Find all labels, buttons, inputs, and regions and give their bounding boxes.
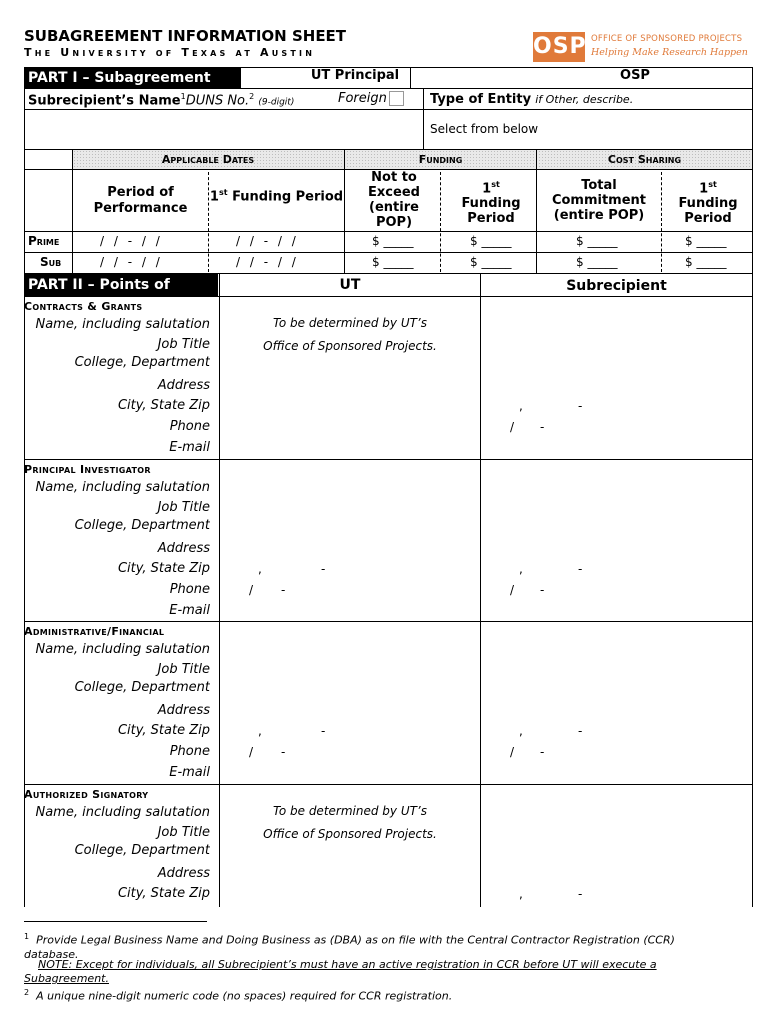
tbd-text-line2: Office of Sponsored Projects. (263, 339, 437, 353)
cost-sharing-header: Cost Sharing (607, 153, 682, 166)
part2-title: PART II – Points of (28, 277, 170, 293)
prime-f1-field[interactable]: $ _____ (470, 234, 512, 248)
city-state-comma: , (519, 562, 523, 576)
ut-field-value[interactable] (222, 439, 477, 457)
field-label: City, State Zip (117, 398, 210, 413)
phone-slash: / (510, 745, 515, 759)
field-label: Name, including salutation (35, 805, 210, 820)
sub-field-value[interactable] (483, 679, 749, 697)
sub-field-value[interactable] (483, 804, 749, 822)
prime-c1-field[interactable]: $ _____ (685, 234, 727, 248)
city-state-comma: , (258, 724, 262, 738)
field-label: Phone (169, 744, 210, 759)
prime-nte-field[interactable]: $ _____ (372, 234, 414, 248)
ut-field-value[interactable] (222, 517, 477, 535)
sub-field-value[interactable] (483, 377, 749, 395)
field-label: Job Title (157, 825, 210, 840)
zip-hyphen: - (578, 887, 583, 901)
ut-field-value[interactable] (222, 540, 477, 558)
city-state-comma: , (258, 562, 262, 576)
cost-first-header: 1st Funding Period (678, 180, 738, 227)
prime-row-label: Prime (28, 234, 60, 248)
osp-logo-line1: OFFICE OF SPONSORED PROJECTS (591, 34, 743, 44)
ut-field-value[interactable] (222, 354, 477, 372)
field-label: Address (157, 541, 210, 556)
sub-f1-field[interactable]: $ _____ (470, 255, 512, 269)
field-label: Job Title (157, 662, 210, 677)
tbd-text-line1: To be determined by UT’s (273, 804, 427, 818)
tbd-text-line2: Office of Sponsored Projects. (263, 827, 437, 841)
ut-pi-label: UT Principal (310, 68, 400, 83)
sub-field-value[interactable] (483, 602, 749, 620)
type-of-entity-label: Type of Entity if Other, describe. (430, 92, 634, 107)
subrecipient-name-field[interactable] (28, 112, 418, 146)
osp-label: OSP (620, 68, 650, 83)
ut-field-value[interactable] (222, 702, 477, 720)
ut-field-value[interactable] (222, 764, 477, 782)
phone-hyphen: - (281, 583, 286, 597)
sub-field-value[interactable] (483, 560, 749, 578)
sub-field-value[interactable] (483, 661, 749, 679)
ut-field-value[interactable] (222, 479, 477, 497)
field-label: E-mail (169, 765, 210, 780)
sub-field-value[interactable] (483, 336, 749, 354)
phone-slash: / (510, 583, 515, 597)
sub-field-value[interactable] (483, 842, 749, 860)
sub-field-value[interactable] (483, 479, 749, 497)
field-label: Name, including salutation (35, 642, 210, 657)
city-state-comma: , (519, 887, 523, 901)
phone-slash: / (249, 745, 254, 759)
ut-field-value[interactable] (222, 499, 477, 517)
phone-slash: / (510, 420, 515, 434)
applicable-dates-header: Applicable Dates (161, 153, 255, 166)
city-state-comma: , (519, 399, 523, 413)
field-label: College, Department (74, 355, 210, 370)
field-label: E-mail (169, 603, 210, 618)
phone-slash: / (249, 583, 254, 597)
ut-field-value[interactable] (222, 602, 477, 620)
pop-header: Period of Performance (93, 185, 188, 216)
city-state-comma: , (519, 724, 523, 738)
zip-hyphen: - (321, 724, 326, 738)
tbd-text-line1: To be determined by UT’s (273, 316, 427, 330)
section-heading: Administrative/Financial (24, 625, 165, 638)
ut-field-value[interactable] (222, 641, 477, 659)
field-label: E-mail (169, 440, 210, 455)
part1-title: PART I – Subagreement (28, 70, 211, 86)
sub-field-value[interactable] (483, 316, 749, 334)
sub-field-value[interactable] (483, 641, 749, 659)
field-label: Address (157, 703, 210, 718)
prime-pop-field[interactable]: / / - / / (100, 234, 160, 248)
field-label: Name, including salutation (35, 480, 210, 495)
not-to-exceed-header: Not to Exceed (entire POP) (368, 170, 420, 230)
sub-field-value[interactable] (483, 397, 749, 415)
sub-c1-field[interactable]: $ _____ (685, 255, 727, 269)
sub-field-value[interactable] (483, 764, 749, 782)
ut-field-value[interactable] (222, 397, 477, 415)
footnote-2: $^2$ A unique nine-digit numeric code (no spaces) required for CCR registration. (24, 988, 453, 1003)
sub-field-value[interactable] (483, 824, 749, 842)
field-label: Phone (169, 419, 210, 434)
field-label: Job Title (157, 500, 210, 515)
sub-field-value[interactable] (483, 354, 749, 372)
sub-field-value[interactable] (483, 865, 749, 883)
funding-first-header: 1st Funding Period (461, 180, 521, 227)
foreign-checkbox[interactable] (389, 91, 404, 106)
zip-hyphen: - (321, 562, 326, 576)
sub-field-value[interactable] (483, 581, 749, 599)
field-label: Address (157, 866, 210, 881)
sub-tc-field[interactable]: $ _____ (576, 255, 618, 269)
sub-field-value[interactable] (483, 540, 749, 558)
zip-hyphen: - (578, 724, 583, 738)
sub-field-value[interactable] (483, 743, 749, 761)
sub-field-value[interactable] (483, 517, 749, 535)
sub-field-value[interactable] (483, 702, 749, 720)
foreign-label: Foreign (338, 91, 387, 106)
section-heading: Contracts & Grants (24, 300, 143, 313)
zip-hyphen: - (578, 399, 583, 413)
osp-logo (533, 32, 748, 62)
field-label: Job Title (157, 337, 210, 352)
footnote-note: NOTE: Except for individuals, all Subrecipient’s must have an active registration in CCR before UT will execute a Subagreement. (24, 958, 657, 985)
field-label: City, State Zip (117, 561, 210, 576)
funding-header: Funding (418, 153, 463, 166)
sub-field-value[interactable] (483, 418, 749, 436)
field-label: College, Department (74, 680, 210, 695)
ut-field-value[interactable] (222, 842, 477, 860)
sub-row-label: Sub (40, 255, 62, 269)
ut-field-value[interactable] (222, 743, 477, 761)
page-title: SUBAGREEMENT INFORMATION SHEET (24, 27, 347, 45)
sub-field-value[interactable] (483, 499, 749, 517)
osp-logo-mark: OSP (533, 32, 585, 62)
ut-field-value[interactable] (222, 679, 477, 697)
sub-field-value[interactable] (483, 885, 749, 903)
section-heading: Principal Investigator (24, 463, 151, 476)
sub-ffp-field[interactable]: / / - / / (236, 255, 296, 269)
entity-type-select[interactable]: Select from below (430, 122, 539, 136)
sub-nte-field[interactable]: $ _____ (372, 255, 414, 269)
ut-field-value[interactable] (222, 865, 477, 883)
footnote-1: $^1$ Provide Legal Business Name and Doing Business as (DBA) as on file with the Central Contractor Registration (CCR) database. (24, 932, 675, 961)
prime-ffp-field[interactable]: / / - / / (236, 234, 296, 248)
phone-hyphen: - (540, 420, 545, 434)
subrecipient-name-label: Subrecipient’s Name$^1$DUNS No.$^2$ (9-digit) (28, 92, 295, 109)
field-label: College, Department (74, 843, 210, 858)
sub-field-value[interactable] (483, 439, 749, 457)
zip-hyphen: - (578, 562, 583, 576)
field-label: College, Department (74, 518, 210, 533)
ut-field-value[interactable] (222, 418, 477, 436)
field-label: Address (157, 378, 210, 393)
field-label: Name, including salutation (35, 317, 210, 332)
osp-logo-line2: Helping Make Research Happen (591, 47, 748, 58)
field-label: Phone (169, 582, 210, 597)
field-label: City, State Zip (117, 723, 210, 738)
ut-field-value[interactable] (222, 377, 477, 395)
ut-field-value[interactable] (222, 885, 477, 903)
ut-field-value[interactable] (222, 661, 477, 679)
subrecipient-column-header: Subrecipient (566, 278, 667, 294)
prime-tc-field[interactable]: $ _____ (576, 234, 618, 248)
phone-hyphen: - (540, 745, 545, 759)
sub-pop-field[interactable]: / / - / / (100, 255, 160, 269)
sub-field-value[interactable] (483, 722, 749, 740)
total-commitment-header: Total Commitment (entire POP) (551, 178, 647, 223)
section-heading: Authorized Signatory (24, 788, 149, 801)
ut-column-header: UT (339, 277, 361, 293)
first-funding-period-header: 1st Funding Period (209, 188, 344, 205)
ut-field-value[interactable] (222, 581, 477, 599)
university-name: The University of Texas at Austin (24, 46, 316, 59)
phone-hyphen: - (540, 583, 545, 597)
field-label: City, State Zip (117, 886, 210, 901)
phone-hyphen: - (281, 745, 286, 759)
